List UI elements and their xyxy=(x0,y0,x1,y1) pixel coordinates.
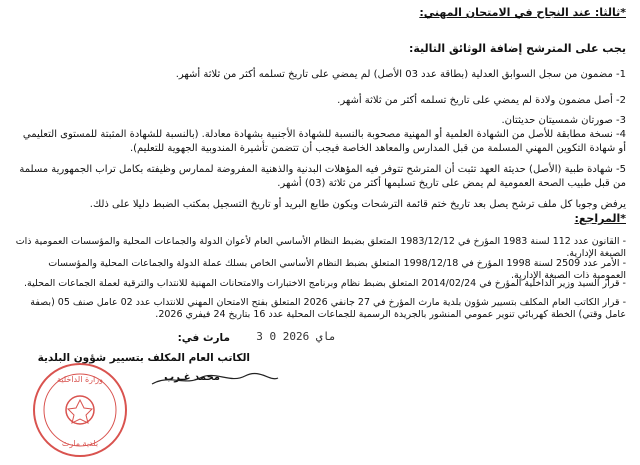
document-item: 2- أصل مضمون ولادة لم يمضي على تاريخ تسلمه أكثر من ثلاثة أشهر. xyxy=(337,95,626,106)
date-stamp: 3 0 ماي 2026 xyxy=(256,330,336,343)
document-item: 4- نسخة مطابقة للأصل من الشهادة العلمية أو المهنية مصحوبة بالنسبة للشهادة الأجنبية بشهادة معادلة. (بالنسبة للشهادة المثبتة للمستوى التعليمي أو شهادة التكوين المهني المسلمة من قبل المدارس والمعاهد الخاصة فيجب أن تتضمن تأشيرة المندوبية الجهوية للتعليم). xyxy=(22,129,626,154)
document-item: 1- مضمون من سجل السوابق العدلية (بطاقة عدد 03 الأصل) لم يمضي على تاريخ تسلمه أكثر من ثلاثة أشهر. xyxy=(175,69,626,80)
reference-item: - قرار الكاتب العام المكلف بتسيير شؤون بلدية مارث المؤرخ في 27 جانفي 2026 المتعلق بفتح الامتحان المهني للانتداب عدد 02 عامل صنف 05 (بصفة عامل وقتي) الخطة كهربائي تنوير عمومي المنشور بالجريدة الرسمية للجماعات المحلية عدد 16 بتاريخ 24 فيفري 2026. xyxy=(30,297,626,320)
signatory-name: محمد غـرب xyxy=(164,372,220,383)
svg-text:وزارة الداخلية: وزارة الداخلية xyxy=(57,375,103,384)
signature-title: الكاتب العام المكلف بتسيير شؤون البلدية xyxy=(37,352,250,364)
reference-item: - قرار السيد وزير الداخلية المؤرخ في 2014/02/24 المتعلق بضبط نظام وبرنامج الاختبارات والامتحانات المهنية للانتداب والترقية لعملة الجماعات المحلية. xyxy=(23,278,626,289)
reference-item: - القانون عدد 112 لسنة 1983 المؤرخ في 1983/12/12 المتعلق بضبط النظام الأساسي العام لأعوان الدولة والجماعات المحلية والمؤسسات العمومية ذات الصبغة الإدارية. xyxy=(15,236,626,259)
section-title: *ثالثا: عند النجاح في الامتحان المهني: xyxy=(419,6,626,19)
signature-place: مارث في: xyxy=(177,332,230,344)
document-item: 5- شهادة طبية (الأصل) حديثة العهد تثبت أن المترشح تتوفر فيه المؤهلات البدنية والذهنية المفروضة لممارس وظيفته بكامل تراب الجمهورية مسلمة من قبل طبيب الصحة العمومية لم يمض على تاريخ تسليمها أكثر من ثلاثة (03) أشهر. xyxy=(19,164,626,189)
svg-text:بلدية مارث: بلدية مارث xyxy=(61,439,99,448)
documents-intro: يجب على المترشح إضافة الوثائق التالية: xyxy=(408,42,626,55)
references-title: *المراجع: xyxy=(574,212,626,225)
rejection-note: يرفض وجوبا كل ملف ترشح يصل بعد تاريخ ختم قائمة الترشحات ويكون طابع البريد أو تاريخ التسجيل بمكتب الضبط دليلا على ذلك. xyxy=(89,199,626,210)
document-item: 3- صورتان شمسيتان حديثتان. xyxy=(501,115,626,126)
reference-item: - الأمر عدد 2509 لسنة 1998 المؤرخ في 1998/12/18 المتعلق بضبط النظام الأساسي الخاص بسلك عملة الدولة والجماعات المحلية والمؤسسات العمومية ذات الصبغة الإدارية. xyxy=(48,258,626,281)
official-stamp xyxy=(30,360,130,460)
handwritten-signature xyxy=(150,372,280,388)
